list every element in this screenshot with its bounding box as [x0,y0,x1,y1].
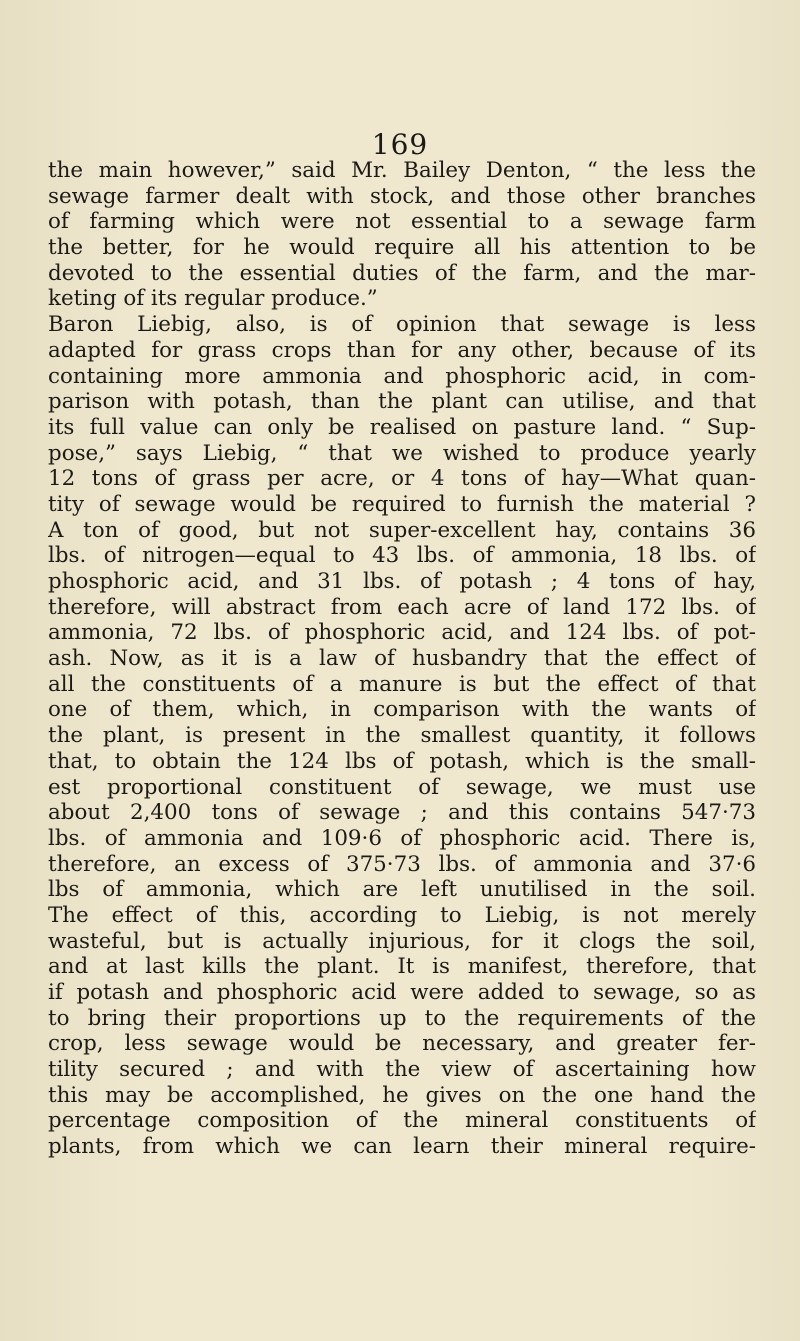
text-line: parison with potash, than the plant can utilise, and that [48,389,756,415]
text-line: of farming which were not essential to a sewage farm [48,209,756,235]
text-line: one of them, which, in comparison with the wants of [48,697,756,723]
text-line: containing more ammonia and phosphoric acid, in com- [48,363,756,389]
page-number: 169 [371,128,429,161]
text-line: tility secured ; and with the view of ascertaining how [48,1057,756,1083]
text-line: percentage composition of the mineral constituents of [48,1108,756,1134]
text-line: est proportional constituent of sewage, we must use [48,774,756,800]
text-line: the better, for he would require all his attention to be [48,235,756,261]
text-line: ash. Now, as it is a law of husbandry that the effect of [48,646,756,672]
text-line: A ton of good, but not super-excellent hay, contains 36 [48,517,756,543]
text-line: 12 tons of grass per acre, or 4 tons of hay—What quan- [48,466,756,492]
text-line: to bring their proportions up to the requirements of the [48,1005,756,1031]
text-line: this may be accomplished, he gives on the one hand the [48,1082,756,1108]
text-line: devoted to the essential duties of the farm, and the mar- [48,260,756,286]
text-line: all the constituents of a manure is but the effect of that [48,671,756,697]
text-line: tity of sewage would be required to furnish the material ? [48,491,756,517]
text-line: the plant, is present in the smallest quantity, it follows [48,723,756,749]
text-line: its full value can only be realised on pasture land. “ Sup- [48,414,756,440]
text-line: lbs. of ammonia and 109·6 of phosphoric acid. There is, [48,825,756,851]
text-line: plants, from which we can learn their mineral require- [48,1134,756,1160]
text-line: keting of its regular produce.” [48,286,378,312]
text-line: wasteful, but is actually injurious, for it clogs the soil, [48,928,756,954]
text-line: lbs. of nitrogen—equal to 43 lbs. of ammonia, 18 lbs. of [48,543,756,569]
paragraph-start-line: Baron Liebig, also, is of opinion that sewage is less [48,312,756,338]
text-line: lbs of ammonia, which are left unutilised in the soil. [48,877,756,903]
text-line: about 2,400 tons of sewage ; and this contains 547·73 [48,800,756,826]
text-line: phosphoric acid, and 31 lbs. of potash ; 4 tons of hay, [48,569,756,594]
text-line: and at last kills the plant. It is manifest, therefore, that [48,954,756,980]
text-line: if potash and phosphoric acid were added to sewage, so as [48,980,756,1005]
text-line: therefore, an excess of 375·73 lbs. of ammonia and 37·6 [48,851,756,877]
body-text [48,158,756,1160]
text-line: adapted for grass crops than for any other, because of its [48,337,756,363]
text-line: sewage farmer dealt with stock, and those other branches [48,183,756,209]
text-line: pose,” says Liebig, “ that we wished to produce yearly [48,440,756,466]
text-line: therefore, will abstract from each acre of land 172 lbs. of [48,594,756,620]
text-line: crop, less sewage would be necessary, and greater fer- [48,1031,756,1057]
text-line: The effect of this, according to Liebig, is not merely [48,902,756,928]
text-line: that, to obtain the 124 lbs of potash, which is the small- [48,748,756,774]
text-line: the main however,” said Mr. Bailey Denton, “ the less the [48,158,756,183]
text-line: ammonia, 72 lbs. of phosphoric acid, and 124 lbs. of pot- [48,620,756,646]
